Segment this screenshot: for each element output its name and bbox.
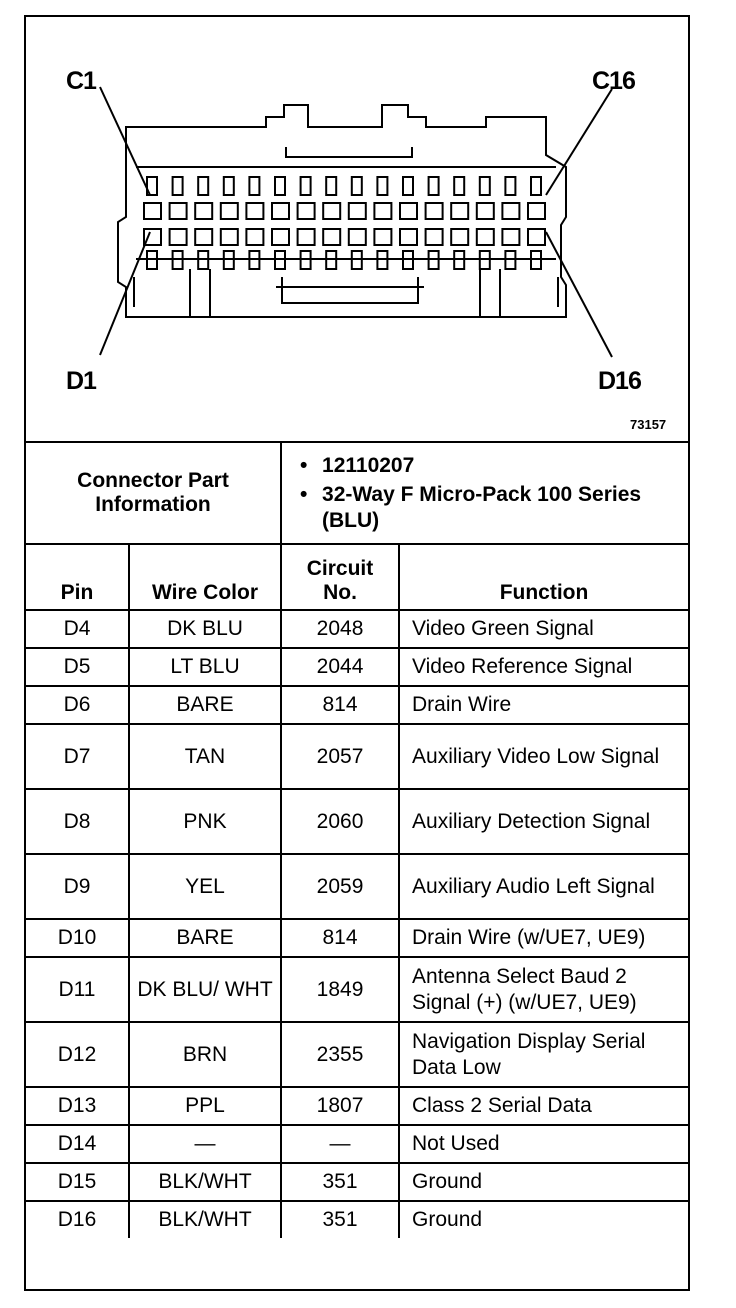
- label-c1: C1: [66, 67, 96, 95]
- pin-terminal-c: [275, 177, 285, 195]
- cell-function: Not Used: [399, 1125, 688, 1163]
- cell-wire-color: BLK/WHT: [129, 1163, 281, 1201]
- cell-circuit: 2044: [281, 648, 399, 686]
- cell-pin: D9: [26, 854, 129, 919]
- table-row: [26, 1163, 688, 1201]
- cell-circuit: 814: [281, 919, 399, 957]
- pin-cavity-c: [195, 203, 212, 219]
- pin-terminal-c: [224, 177, 234, 195]
- pin-terminal-c: [377, 177, 387, 195]
- table-header-row: [26, 544, 688, 610]
- connector-info-values: [281, 442, 688, 544]
- cell-pin: D15: [26, 1163, 129, 1201]
- pin-cavity-d: [349, 229, 366, 245]
- cell-wire-color: BLK/WHT: [129, 1201, 281, 1238]
- cell-circuit: 2060: [281, 789, 399, 854]
- cell-circuit: 2059: [281, 854, 399, 919]
- label-d16: D16: [598, 367, 641, 395]
- pin-terminal-c: [249, 177, 259, 195]
- table-row: [26, 648, 688, 686]
- cell-pin: D8: [26, 789, 129, 854]
- pin-cavity-c: [349, 203, 366, 219]
- cell-circuit: 351: [281, 1201, 399, 1238]
- cell-function: Video Reference Signal: [399, 648, 688, 686]
- pin-terminal-c: [454, 177, 464, 195]
- pin-cavity-d: [374, 229, 391, 245]
- cell-pin: D6: [26, 686, 129, 724]
- pin-cavity-d: [221, 229, 238, 245]
- header-pin: Pin: [26, 544, 129, 610]
- table-row: [26, 957, 688, 1022]
- cell-function: Antenna Select Baud 2 Signal (+) (w/UE7, UE9): [399, 957, 688, 1022]
- cell-circuit: 2048: [281, 610, 399, 648]
- pin-cavity-c: [323, 203, 340, 219]
- table-row: [26, 1125, 688, 1163]
- pin-cavity-d: [400, 229, 417, 245]
- table-row: [26, 1022, 688, 1087]
- cell-circuit: 1849: [281, 957, 399, 1022]
- pin-cavity-d: [246, 229, 263, 245]
- pin-cavity-d: [477, 229, 494, 245]
- table-row: [26, 1201, 688, 1238]
- cell-function: Video Green Signal: [399, 610, 688, 648]
- pin-cavity-c: [272, 203, 289, 219]
- pin-cavity-c: [246, 203, 263, 219]
- cell-wire-color: LT BLU: [129, 648, 281, 686]
- cell-function: Drain Wire: [399, 686, 688, 724]
- cell-function: Class 2 Serial Data: [399, 1087, 688, 1125]
- pin-cavity-c: [502, 203, 519, 219]
- pin-cavity-c: [170, 203, 187, 219]
- cell-pin: D7: [26, 724, 129, 789]
- figure-number: 73157: [630, 417, 667, 432]
- table-row: [26, 686, 688, 724]
- cell-pin: D14: [26, 1125, 129, 1163]
- pin-cavity-c: [144, 203, 161, 219]
- header-wire-color: Wire Color: [129, 544, 281, 610]
- cell-function: Drain Wire (w/UE7, UE9): [399, 919, 688, 957]
- pin-cavity-d: [502, 229, 519, 245]
- cell-pin: D11: [26, 957, 129, 1022]
- connector-sheet: [24, 15, 690, 1291]
- cell-circuit: 1807: [281, 1087, 399, 1125]
- table-row: [26, 919, 688, 957]
- cell-wire-color: YEL: [129, 854, 281, 919]
- connector-description: • 32-Way F Micro-Pack 100 Series (BLU): [322, 482, 684, 534]
- pin-cavity-c: [298, 203, 315, 219]
- cell-pin: D13: [26, 1087, 129, 1125]
- table-row: [26, 789, 688, 854]
- label-d1: D1: [66, 367, 96, 395]
- cell-circuit: 2355: [281, 1022, 399, 1087]
- table-body: [26, 610, 688, 1238]
- pin-terminal-c: [403, 177, 413, 195]
- cell-wire-color: TAN: [129, 724, 281, 789]
- cell-circuit: —: [281, 1125, 399, 1163]
- pin-terminal-c: [301, 177, 311, 195]
- table-row: [26, 1087, 688, 1125]
- connector-drawing: [26, 17, 688, 441]
- header-function: Function: [399, 544, 688, 610]
- pin-terminal-c: [198, 177, 208, 195]
- pin-terminal-c: [429, 177, 439, 195]
- cell-pin: D5: [26, 648, 129, 686]
- cell-circuit: 814: [281, 686, 399, 724]
- pin-terminal-c: [531, 177, 541, 195]
- pin-cavity-d: [528, 229, 545, 245]
- pin-cavity-c: [400, 203, 417, 219]
- pin-terminal-c: [326, 177, 336, 195]
- cell-pin: D10: [26, 919, 129, 957]
- cell-wire-color: PNK: [129, 789, 281, 854]
- cell-wire-color: DK BLU/ WHT: [129, 957, 281, 1022]
- part-number: • 12110207: [322, 453, 684, 479]
- cell-pin: D12: [26, 1022, 129, 1087]
- connector-info-label: Connector Part Information: [26, 442, 281, 544]
- pin-cavity-c: [477, 203, 494, 219]
- pin-cavity-d: [195, 229, 212, 245]
- label-c16: C16: [592, 67, 635, 95]
- table-row: [26, 610, 688, 648]
- cell-wire-color: BARE: [129, 919, 281, 957]
- pin-cavity-d: [426, 229, 443, 245]
- cell-pin: D4: [26, 610, 129, 648]
- pin-cavity-d: [298, 229, 315, 245]
- cell-function: Ground: [399, 1201, 688, 1238]
- connector-diagram: [26, 17, 688, 443]
- cell-function: Navigation Display Serial Data Low: [399, 1022, 688, 1087]
- table-row: [26, 854, 688, 919]
- cell-function: Auxiliary Detection Signal: [399, 789, 688, 854]
- pin-cavity-c: [374, 203, 391, 219]
- header-circuit-no: Circuit No.: [281, 544, 399, 610]
- pin-cavity-d: [451, 229, 468, 245]
- cell-wire-color: —: [129, 1125, 281, 1163]
- pin-cavity-c: [451, 203, 468, 219]
- cell-circuit: 351: [281, 1163, 399, 1201]
- pin-cavity-c: [426, 203, 443, 219]
- connector-info-row: [26, 442, 688, 544]
- cell-circuit: 2057: [281, 724, 399, 789]
- cell-function: Ground: [399, 1163, 688, 1201]
- table-row: [26, 724, 688, 789]
- cell-wire-color: PPL: [129, 1087, 281, 1125]
- pinout-table: [26, 441, 688, 1238]
- cell-pin: D16: [26, 1201, 129, 1238]
- cell-wire-color: DK BLU: [129, 610, 281, 648]
- pin-cavity-d: [272, 229, 289, 245]
- pin-terminal-c: [505, 177, 515, 195]
- pin-cavity-d: [170, 229, 187, 245]
- pin-cavity-c: [528, 203, 545, 219]
- pin-cavity-d: [323, 229, 340, 245]
- pin-terminal-c: [352, 177, 362, 195]
- cell-function: Auxiliary Video Low Signal: [399, 724, 688, 789]
- cell-wire-color: BRN: [129, 1022, 281, 1087]
- pin-cavity-c: [221, 203, 238, 219]
- pin-terminal-c: [480, 177, 490, 195]
- cell-function: Auxiliary Audio Left Signal: [399, 854, 688, 919]
- pin-terminal-c: [173, 177, 183, 195]
- cell-wire-color: BARE: [129, 686, 281, 724]
